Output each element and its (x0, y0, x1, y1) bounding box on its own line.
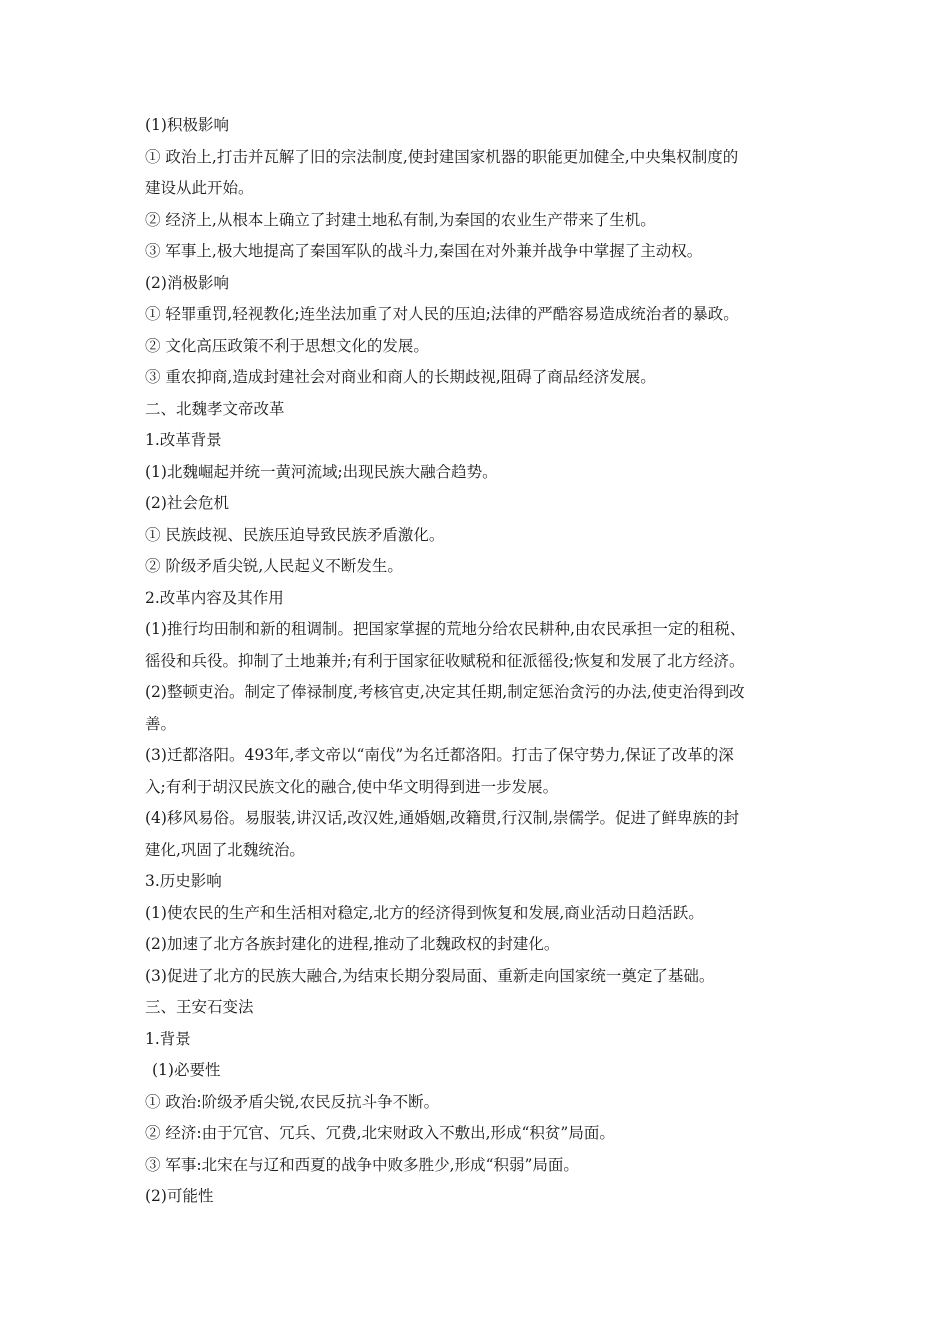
text-line: ② 阶级矛盾尖锐,人民起义不断发生。 (145, 557, 403, 575)
text-line: (4)移风易俗。易服装,讲汉话,改汉姓,通婚姻,改籍贯,行汉制,崇儒学。促进了鲜卑族的封 (145, 809, 740, 827)
subsection-heading: 3.历史影响 (145, 872, 222, 890)
section-heading: 三、王安石变法 (145, 998, 254, 1016)
text-line: (2)社会危机 (145, 494, 229, 512)
text-line: (1)使农民的生产和生活相对稳定,北方的经济得到恢复和发展,商业活动日趋活跃。 (145, 903, 704, 922)
text-line: ③ 重农抑商,造成封建社会对商业和商人的长期歧视,阻碍了商品经济发展。 (145, 368, 656, 386)
text-line: ① 民族歧视、民族压迫导致民族矛盾激化。 (145, 525, 445, 544)
text-line: (2)消极影响 (145, 273, 229, 292)
subsection-heading: 2.改革内容及其作用 (145, 588, 284, 607)
subsection-heading: 1.背景 (145, 1029, 191, 1048)
text-line: ① 政治:阶级矛盾尖锐,农民反抗斗争不断。 (145, 1092, 440, 1111)
text-line: ① 轻罪重罚,轻视教化;连坐法加重了对人民的压迫;法律的严酷容易造成统治者的暴政。 (145, 305, 739, 323)
text-line: (3)迁都洛阳。493年,孝文帝以“南伐”为名迁都洛阳。打击了保守势力,保证了改革的深 (145, 746, 734, 764)
text-line: ② 经济:由于冗官、冗兵、冗费,北宋财政入不敷出,形成“积贫”局面。 (145, 1124, 615, 1142)
text-line: ③ 军事上,极大地提高了秦国军队的战斗力,秦国在对外兼并战争中掌握了主动权。 (145, 242, 703, 260)
text-line: (2)整顿吏治。制定了俸禄制度,考核官吏,决定其任期,制定惩治贪污的办法,使吏治得到改 (145, 683, 745, 701)
section-heading: 二、北魏孝文帝改革 (145, 399, 285, 418)
text-line: 建化,巩固了北魏统治。 (145, 840, 305, 859)
text-line: ② 文化高压政策不利于思想文化的发展。 (145, 336, 429, 355)
text-line: 徭役和兵役。抑制了土地兼并;有利于国家征收赋税和征派徭役;恢复和发展了北方经济。 (145, 651, 745, 670)
text-line: (1)必要性 (152, 1061, 221, 1079)
text-line: (3)促进了北方的民族大融合,为结束长期分裂局面、重新走向国家统一奠定了基础。 (145, 966, 715, 985)
text-line: ① 政治上,打击并瓦解了旧的宗法制度,使封建国家机器的职能更加健全,中央集权制度的 (145, 147, 739, 166)
text-line: 建设从此开始。 (145, 179, 254, 197)
document-body (145, 110, 815, 1213)
text-line: (1)北魏崛起并统一黄河流域;出现民族大融合趋势。 (145, 462, 498, 481)
text-line: ② 经济上,从根本上确立了封建土地私有制,为秦国的农业生产带来了生机。 (145, 210, 656, 229)
text-line: (1)积极影响 (145, 116, 229, 134)
subsection-heading: 1.改革背景 (145, 431, 222, 449)
text-line: ③ 军事:北宋在与辽和西夏的战争中败多胜少,形成“积弱”局面。 (145, 1155, 579, 1174)
text-line: (2)可能性 (145, 1187, 214, 1205)
text-line: (2)加速了北方各族封建化的进程,推动了北魏政权的封建化。 (145, 935, 560, 953)
text-line: 善。 (145, 714, 177, 733)
text-line: (1)推行均田制和新的租调制。把国家掌握的荒地分给农民耕种,由农民承担一定的租税、 (145, 620, 746, 638)
text-line: 入;有利于胡汉民族文化的融合,使中华文明得到进一步发展。 (145, 777, 559, 796)
